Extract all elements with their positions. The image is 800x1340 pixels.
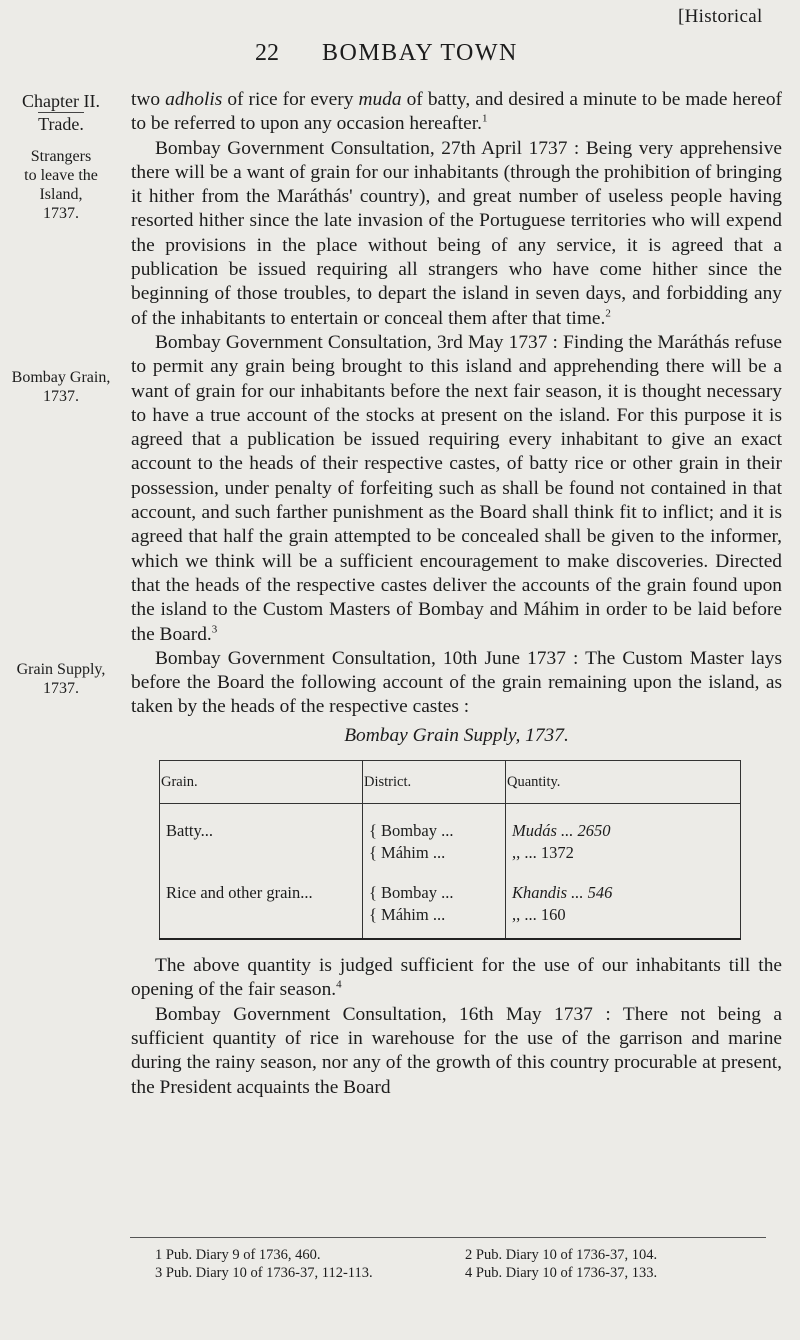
table-header-row — [160, 761, 741, 804]
paragraph-4: Bombay Government Consultation, 10th June 1737 : The Custom Master lays before the Board the following account of the grain remaining upon the island, as taken by the heads of the respective castes : — [131, 647, 782, 718]
quantity-cell: Khandis ... 546 ,, ... 160 — [506, 864, 741, 939]
chapter-label: Chapter II. — [22, 91, 100, 111]
footnote-3: 3 Pub. Diary 10 of 1736-37, 112-113. — [155, 1265, 373, 1281]
grain-cell: Batty... — [160, 804, 363, 865]
footnotes — [155, 1246, 775, 1282]
grain-cell: Rice and other grain... — [160, 864, 363, 939]
paragraph-6: Bombay Government Consultation, 16th May 1737 : There not being a sufficient quantity of rice in warehouse for the use of the garrison and marine during the rainy season, nor any of the growth of this country procurable at present, the President acquaints the Board — [131, 1003, 782, 1098]
margin-chapter — [0, 90, 122, 223]
quantity-cell: Mudás ... 2650 ,, ... 1372 — [506, 804, 741, 865]
margin-note-strangers: Strangers to leave the Island, 1737. — [24, 148, 98, 222]
table-row — [160, 804, 741, 865]
body-text — [131, 88, 782, 1100]
margin-note-grain-supply: Grain Supply, 1737. — [16, 661, 106, 697]
footnote-1: 1 Pub. Diary 9 of 1736, 460. — [155, 1247, 321, 1263]
page-number: 22 — [255, 40, 279, 66]
table-title: Bombay Grain Supply, 1737. — [344, 724, 569, 746]
footnote-4: 4 Pub. Diary 10 of 1736-37, 133. — [465, 1265, 658, 1281]
section-header: [Historical — [678, 6, 763, 27]
running-title: BOMBAY TOWN — [322, 40, 518, 66]
grain-table — [159, 760, 741, 940]
footnote-2: 2 Pub. Diary 10 of 1736-37, 104. — [465, 1247, 658, 1263]
district-cell: { Bombay ... { Máhim ... — [363, 804, 506, 865]
col-quantity: Quantity. — [506, 761, 741, 804]
paragraph-5: The above quantity is judged sufficient for the use of our inhabitants till the opening of the fair season.$^4$ — [131, 955, 782, 1001]
trade-label: Trade. — [38, 114, 84, 134]
col-district: District. — [363, 761, 506, 804]
footnote-rule — [130, 1237, 766, 1238]
col-grain: Grain. — [160, 761, 363, 804]
district-cell: { Bombay ... { Máhim ... — [363, 864, 506, 939]
table-row — [160, 864, 741, 939]
margin-note-bombay-grain: Bombay Grain, 1737. — [11, 369, 111, 405]
paragraph-3: Bombay Government Consultation, 3rd May 1737 : Finding the Maráthás refuse to permit any grain being brought to this island and apprehending there will be a want of grain for our inhabitants before the next fair season, it is thought necessary to have a true account of the stocks at present on the island. For this purpose it is agreed that a publication be issued requiring every inhabitant to give an exact account to the heads of their respective castes, of batty rice or other grain in their possession, under penalty of forfeiting such as shall be found not contained in that account, and such farther punishment as the Board shall think fit to inflict; and it is agreed that half the grain attempted to be concealed shall be given to the informer, which we think will be a sufficient encouragement to make discoveries. Directed that the heads of the respective castes deliver the accounts of the grain found upon the island to the Custom Masters of Bombay and Máhim in order to be laid before the Board.$^3$ — [131, 331, 782, 645]
paragraph-2: Bombay Government Consultation, 27th April 1737 : Being very apprehensive there will be a want of grain for our inhabitants (through the prohibition of bringing it hither from the Maráthás' country), and great number of useless people having resorted hither since the late invasion of the Portuguese territories who will expend the provisions in the place without being of any service, it is agreed that a publication be issued requiring all strangers who have come hither since the beginning of those troubles, to depart the island in seven days, and forbidding any of the inhabitants to entertain or conceal them after that time.$^2$ — [131, 137, 782, 329]
paragraph-1: two adholis of rice for every muda of batty, and desired a minute to be made hereof to be referred to upon any occasion hereafter.$^1$ — [131, 89, 783, 135]
